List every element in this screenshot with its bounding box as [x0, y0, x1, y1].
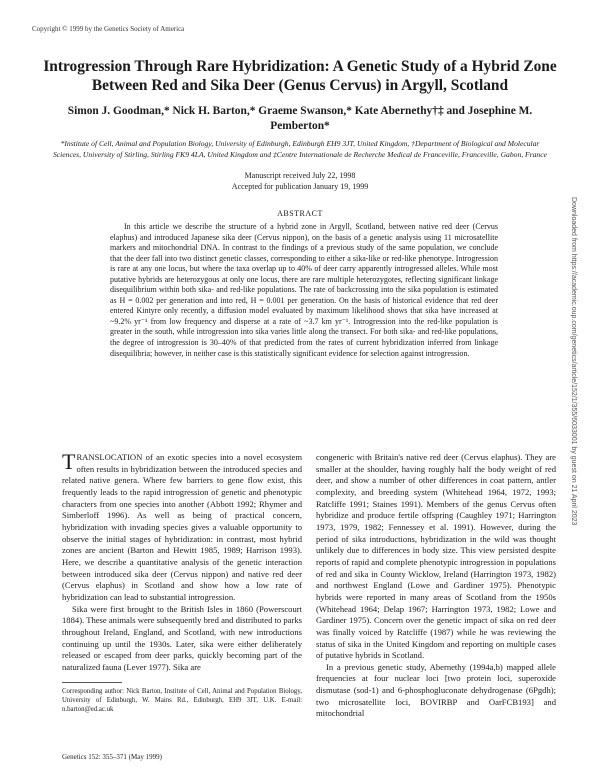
download-watermark: Downloaded from https://academic.oup.com/genetics/article/152/1/355/6033001 by guest on 21 April 2023	[570, 197, 577, 526]
intro-paragraph-1-text: RANSLOCATION of an exotic species into a novel ecosystem often results in hybridization between the introduced species and related native genera. Where few barriers to gene flow exist, this frequently leads to the rapid introgression of genetic and phenotypic characters from one species into another (Abbott 1992; Rhymer and Simberloff 1996). As well as being of practical concern, hybridization with invading species gives a valuable opportunity to observe the initial stages of hybridization: in contrast, most hybrid zones are ancient (Barton and Hewitt 1985, 1989; Harrison 1993). Here, we describe a quantitative analysis of the genetic interaction between introduced sika deer (Cervus nippon) and native red deer (Cervus elaphus) in Scotland and show how a low rate of hybridization can lead to substantial introgression.	[62, 452, 302, 602]
intro-paragraph-2: Sika were first brought to the British Isles in 1860 (Powerscourt 1884). These animals were subsequently bred and distributed to parks throughout Ireland, England, and Scotland, with new introductions continuing up until the 1930s. Later, sika were either deliberately released or escaped from deer parks, quickly becoming part of the naturalized fauna (Lever 1977). Sika are	[62, 603, 302, 672]
copyright-line: Copyright © 1999 by the Genetics Society of America	[32, 25, 185, 33]
body-column-left	[62, 449, 302, 673]
article-title: Introgression Through Rare Hybridization: A Genetic Study of a Hybrid Zone Between Red and Sika Deer (Genus Cervus) in Argyll, Scotland	[43, 58, 557, 94]
accepted-date: Accepted for publication January 19, 1999	[231, 181, 369, 191]
affiliations: *Institute of Cell, Animal and Population Biology, University of Edinburgh, Edinburgh EH9 3JT, United Kingdom, †Department of Biological and Molecular Sciences, University of Stirling, Stirling FK9 4LA, United Kingdom and ‡Centre Internationale de Recherche Medical de Franceville, Franceville, Gabon, France	[53, 139, 547, 159]
manuscript-dates	[40, 171, 560, 192]
received-date: Manuscript received July 22, 1998	[244, 171, 356, 180]
journal-footer: Genetics 152: 355–371 (May 1999)	[62, 753, 162, 761]
footnote-divider	[62, 682, 122, 683]
author-list: Simon J. Goodman,* Nick H. Barton,* Graeme Swanson,* Kate Abernethy†‡ and Josephine M. Pemberton*	[67, 105, 533, 132]
drop-cap: T	[62, 449, 76, 474]
abstract-text: In this article we describe the structure of a hybrid zone in Argyll, Scotland, between native red deer (Cervus elaphus) and introduced Japanese sika deer (Cervus nippon), on the basis of a genetic analysis using 11 microsatellite markers and mitochondrial DNA. In contrast to the findings of a previous study of the same population, we conclude that the deer fall into two distinct genetic classes, corresponding to either a sika-like or red-like phenotype. Introgression is rare at any one locus, but where the taxa overlap up to 40% of deer carry apparently introgressed alleles. While most putative hybrids are heterozygous at only one locus, there are rare multiple heterozygotes, reflecting significant linkage disequilibrium within both sika- and red-like populations. The rate of backcrossing into the sika population is estimated as H = 0.002 per generation and into red, H = 0.001 per generation. On the basis of historical evidence that red deer entered Kintyre only recently, a diffusion model evaluated by maximum likelihood shows that sika have increased at ~9.2% yr⁻¹ from low frequency and disperse at a rate of ~3.7 km yr⁻¹. Introgression into the red-like population is greater in the south, while introgression into sika varies little along the transect. For both sika- and red-like populations, the degree of introgression is 30–40% of that predicted from the rates of current hybridization inferred from linkage disequilibria; however, in neither case is this statistically significant evidence for selection against introgression.	[110, 222, 498, 358]
body-column-right	[316, 452, 556, 720]
intro-paragraph-1	[62, 449, 302, 604]
abstract-heading: ABSTRACT	[277, 209, 323, 218]
corresponding-author-note: Corresponding author: Nick Barton, Institute of Cell, Animal and Population Biology, University of Edinburgh, W. Mains Rd., Edinburgh, EH9 3JT, U.K. E-mail: n.barton@ed.ac.uk	[62, 688, 302, 713]
right-paragraph-1: congeneric with Britain's native red deer (Cervus elaphus). They are smaller at the shoulder, having roughly half the body weight of red deer, and show a number of other differences in coat pattern, antler complexity, and breeding system (Whitehead 1964, 1972, 1993; Ratcliffe 1991; Staines 1991). Members of the genus Cervus often hybridize and produce fertile offspring (Caughley 1971; Harrington 1973, 1979, 1982; Fennessey et al. 1991). However, during the period of sika introductions, hybridization in the wild was thought unlikely due to differences in body size. This view persisted despite reports of rapid and complete phenotypic introgression in populations of red and sika in County Wicklow, Ireland (Harrington 1973, 1982) and northwest England (Lowe and Gardiner 1975). Phenotypic hybrids were reported in many areas of Scotland from the 1950s (Whitehead 1964; Delap 1967; Harrington 1973, 1982; Lowe and Gardiner 1975). Concern over the genetic impact of sika on red deer was finally voiced by Ratcliffe (1987) while he was reviewing the status of sika in the United Kingdom and reporting on multiple cases of putative hybrids in Scotland.	[316, 452, 556, 661]
right-paragraph-2: In a previous genetic study, Abernethy (1994a,b) mapped allele frequencies at four nuclear loci [two protein loci, superoxide dismutase (sod-1) and 6-phosphogluconate dehydrogenase (6Pgdh); two microsatellite loci, BOVIRBP and OarFCB193] and mitochondrial	[316, 661, 556, 719]
